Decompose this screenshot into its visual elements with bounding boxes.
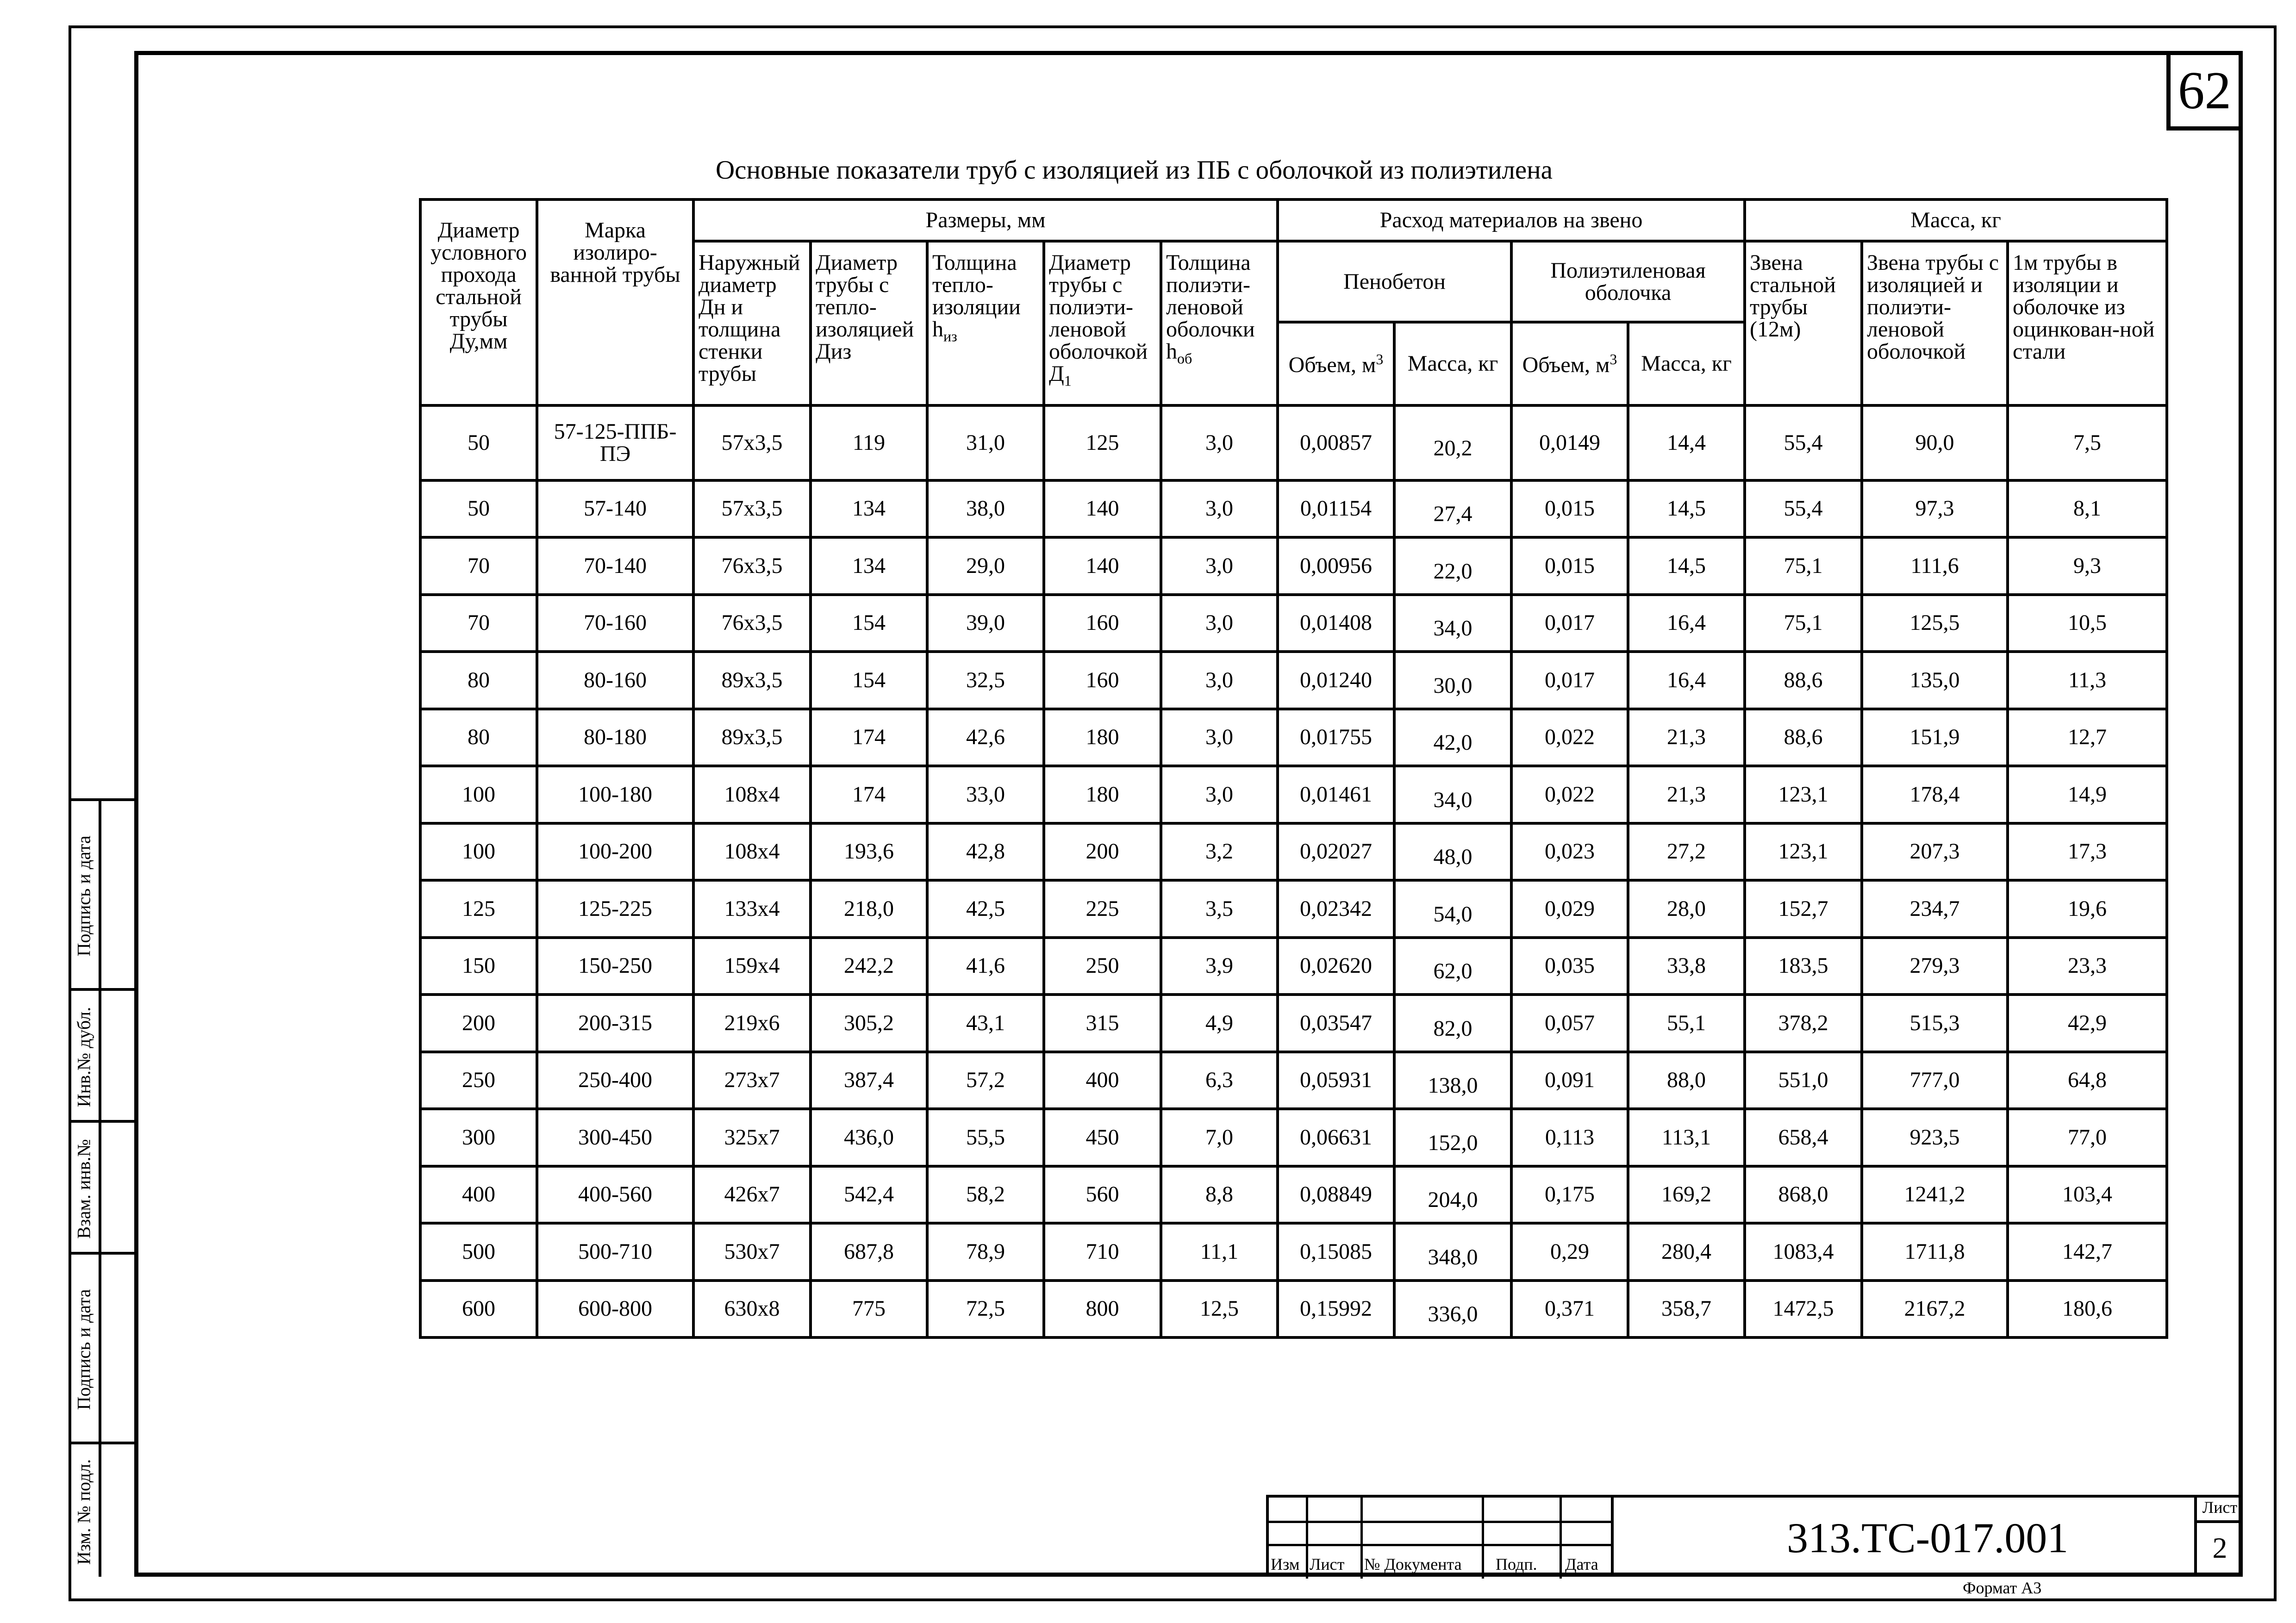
cell-foam-vol: 0,08849 [1278,1166,1394,1224]
cell-d1: 125 [1044,405,1161,480]
cell-d1: 140 [1044,537,1161,595]
cell-d1: 160 [1044,595,1161,652]
cell-d1: 710 [1044,1223,1161,1281]
cell-m-steel: 868,0 [1745,1166,1862,1224]
cell-t-ins: 31,0 [927,405,1044,480]
cell-m-1m: 7,5 [2008,405,2167,480]
cell-mark: 500-710 [537,1223,693,1281]
cell-m-pipe: 777,0 [1862,1052,2008,1109]
cell-dn: 70 [420,537,537,595]
cell-foam-mass: 48,0 [1394,823,1511,881]
cell-t-ins: 41,6 [927,938,1044,995]
table-row [420,1052,2167,1109]
cell-mark: 57-125-ППБ-ПЭ [537,405,693,480]
cell-m-pipe: 90,0 [1862,405,2008,480]
side-orig-inv: Изм. № подл. [69,1442,134,1579]
cell-t-sh: 3,0 [1161,709,1278,766]
cell-foam-vol: 0,03547 [1278,995,1394,1052]
cell-outer-d: 159х4 [693,938,811,995]
cell-foam-vol: 0,15992 [1278,1281,1394,1338]
side-dup-inv: Инв.№ дубл. [69,988,134,1123]
header-pe: Полиэтиленовая оболочка [1511,241,1745,322]
cell-d-ins: 687,8 [811,1223,927,1281]
cell-foam-vol: 0,02620 [1278,938,1394,995]
cell-t-sh: 3,2 [1161,823,1278,881]
cell-m-1m: 10,5 [2008,595,2167,652]
label-doc: № Документа [1364,1555,1462,1573]
cell-foam-mass: 22,0 [1394,537,1511,595]
header-foam-mass: Масса, кг [1394,322,1511,405]
cell-m-pipe: 178,4 [1862,766,2008,823]
header-foam: Пенобетон [1278,241,1511,322]
cell-outer-d: 76х3,5 [693,537,811,595]
cell-t-ins: 43,1 [927,995,1044,1052]
cell-foam-mass: 152,0 [1394,1109,1511,1166]
cell-t-ins: 42,6 [927,709,1044,766]
cell-pe-mass: 16,4 [1628,652,1745,709]
cell-dn: 600 [420,1281,537,1338]
cell-d-ins: 542,4 [811,1166,927,1224]
table-row [420,995,2167,1052]
cell-outer-d: 89х3,5 [693,652,811,709]
cell-m-1m: 9,3 [2008,537,2167,595]
cell-t-sh: 3,0 [1161,595,1278,652]
cell-pe-vol: 0,035 [1511,938,1628,995]
cell-m-1m: 12,7 [2008,709,2167,766]
cell-mark: 125-225 [537,880,693,938]
cell-m-1m: 8,1 [2008,480,2167,538]
cell-pe-vol: 0,017 [1511,595,1628,652]
cell-outer-d: 57х3,5 [693,480,811,538]
cell-foam-mass: 34,0 [1394,595,1511,652]
label-list: Лист [1310,1555,1345,1573]
header-sizes: Размеры, мм [693,199,1278,241]
title-block [1266,1495,2243,1576]
cell-d-ins: 134 [811,537,927,595]
table-row [420,480,2167,538]
header-materials: Расход материалов на звено [1278,199,1745,241]
cell-d-ins: 775 [811,1281,927,1338]
header-mass: Масса, кг [1745,199,2167,241]
cell-t-ins: 57,2 [927,1052,1044,1109]
sheet-box [2194,1495,2243,1576]
cell-outer-d: 219х6 [693,995,811,1052]
cell-t-sh: 8,8 [1161,1166,1278,1224]
label-date: Дата [1565,1555,1598,1573]
cell-pe-vol: 0,023 [1511,823,1628,881]
header-m-steel: Звена стальной трубы (12м) [1745,241,1862,405]
cell-m-1m: 19,6 [2008,880,2167,938]
label-sign: Подп. [1496,1555,1537,1573]
page-number: 62 [2166,51,2243,131]
table-row [420,1109,2167,1166]
cell-t-ins: 32,5 [927,652,1044,709]
cell-m-steel: 123,1 [1745,766,1862,823]
cell-dn: 200 [420,995,537,1052]
side-sign-date-1: Подпись и дата [69,798,134,991]
cell-foam-vol: 0,01154 [1278,480,1394,538]
cell-mark: 400-560 [537,1166,693,1224]
cell-pe-mass: 21,3 [1628,766,1745,823]
cell-d1: 250 [1044,938,1161,995]
cell-outer-d: 76х3,5 [693,595,811,652]
cell-m-steel: 152,7 [1745,880,1862,938]
cell-foam-mass: 204,0 [1394,1166,1511,1224]
cell-outer-d: 133х4 [693,880,811,938]
cell-pe-vol: 0,0149 [1511,405,1628,480]
cell-m-steel: 55,4 [1745,405,1862,480]
cell-foam-vol: 0,15085 [1278,1223,1394,1281]
cell-t-sh: 12,5 [1161,1281,1278,1338]
cell-outer-d: 325х7 [693,1109,811,1166]
cell-mark: 300-450 [537,1109,693,1166]
cell-outer-d: 530х7 [693,1223,811,1281]
cell-m-steel: 55,4 [1745,480,1862,538]
cell-m-1m: 42,9 [2008,995,2167,1052]
cell-dn: 300 [420,1109,537,1166]
cell-pe-vol: 0,371 [1511,1281,1628,1338]
cell-outer-d: 108х4 [693,823,811,881]
cell-dn: 150 [420,938,537,995]
cell-d1: 160 [1044,652,1161,709]
cell-d1: 450 [1044,1109,1161,1166]
cell-m-pipe: 515,3 [1862,995,2008,1052]
cell-t-sh: 3,0 [1161,480,1278,538]
cell-t-ins: 72,5 [927,1281,1044,1338]
cell-t-ins: 38,0 [927,480,1044,538]
cell-foam-mass: 54,0 [1394,880,1511,938]
cell-pe-mass: 33,8 [1628,938,1745,995]
cell-m-pipe: 111,6 [1862,537,2008,595]
cell-t-sh: 7,0 [1161,1109,1278,1166]
cell-dn: 100 [420,766,537,823]
table-row [420,1166,2167,1224]
cell-m-1m: 180,6 [2008,1281,2167,1338]
table-row [420,823,2167,881]
cell-d1: 560 [1044,1166,1161,1224]
cell-pe-mass: 113,1 [1628,1109,1745,1166]
cell-foam-vol: 0,01755 [1278,709,1394,766]
cell-mark: 80-180 [537,709,693,766]
side-sign-date-2: Подпись и дата [69,1252,134,1444]
cell-pe-vol: 0,057 [1511,995,1628,1052]
cell-dn: 400 [420,1166,537,1224]
cell-mark: 57-140 [537,480,693,538]
cell-t-sh: 3,9 [1161,938,1278,995]
header-d-ins: Диаметр трубы с тепло-изоляцией Диз [811,241,927,405]
cell-m-pipe: 923,5 [1862,1109,2008,1166]
cell-d-ins: 242,2 [811,938,927,995]
cell-m-pipe: 207,3 [1862,823,2008,881]
header-d1: Диаметр трубы с полиэти-леновой оболочкой $Д_1$ [1044,241,1161,405]
cell-t-sh: 3,5 [1161,880,1278,938]
table-row [420,880,2167,938]
cell-m-1m: 14,9 [2008,766,2167,823]
document-code: 313.ТС-017.001 [1787,1514,2069,1561]
cell-m-steel: 658,4 [1745,1109,1862,1166]
cell-d1: 400 [1044,1052,1161,1109]
cell-m-pipe: 279,3 [1862,938,2008,995]
cell-dn: 100 [420,823,537,881]
cell-foam-vol: 0,01408 [1278,595,1394,652]
cell-d-ins: 174 [811,709,927,766]
cell-m-pipe: 125,5 [1862,595,2008,652]
cell-dn: 50 [420,480,537,538]
cell-t-ins: 39,0 [927,595,1044,652]
cell-t-ins: 78,9 [927,1223,1044,1281]
cell-m-steel: 378,2 [1745,995,1862,1052]
cell-pe-mass: 28,0 [1628,880,1745,938]
revision-grid [1266,1495,1611,1576]
table-row [420,537,2167,595]
cell-pe-vol: 0,091 [1511,1052,1628,1109]
side-stamp [69,798,134,1577]
cell-outer-d: 630х8 [693,1281,811,1338]
cell-foam-mass: 138,0 [1394,1052,1511,1109]
cell-outer-d: 426х7 [693,1166,811,1224]
cell-t-ins: 29,0 [927,537,1044,595]
cell-d-ins: 305,2 [811,995,927,1052]
cell-m-steel: 551,0 [1745,1052,1862,1109]
cell-d-ins: 154 [811,652,927,709]
cell-pe-vol: 0,022 [1511,766,1628,823]
cell-m-pipe: 97,3 [1862,480,2008,538]
cell-foam-mass: 20,2 [1394,405,1511,480]
table-row [420,405,2167,480]
cell-outer-d: 57х3,5 [693,405,811,480]
cell-foam-mass: 34,0 [1394,766,1511,823]
cell-dn: 70 [420,595,537,652]
table-row [420,1223,2167,1281]
cell-pe-mass: 16,4 [1628,595,1745,652]
cell-mark: 600-800 [537,1281,693,1338]
side-repl-inv: Взам. инв.№ [69,1120,134,1255]
cell-pe-vol: 0,175 [1511,1166,1628,1224]
cell-dn: 125 [420,880,537,938]
cell-foam-mass: 62,0 [1394,938,1511,995]
cell-d1: 200 [1044,823,1161,881]
pipe-specs-table [419,198,2168,1339]
cell-outer-d: 108х4 [693,766,811,823]
cell-foam-mass: 348,0 [1394,1223,1511,1281]
cell-pe-vol: 0,017 [1511,652,1628,709]
table-row [420,1281,2167,1338]
cell-d1: 315 [1044,995,1161,1052]
cell-m-steel: 75,1 [1745,595,1862,652]
cell-d1: 140 [1044,480,1161,538]
cell-pe-vol: 0,29 [1511,1223,1628,1281]
cell-t-ins: 58,2 [927,1166,1044,1224]
header-m-pipe: Звена трубы с изоляцией и полиэти-леновой оболочкой [1862,241,2008,405]
cell-d1: 800 [1044,1281,1161,1338]
cell-mark: 100-200 [537,823,693,881]
cell-m-1m: 142,7 [2008,1223,2167,1281]
cell-m-1m: 103,4 [2008,1166,2167,1224]
cell-m-1m: 64,8 [2008,1052,2167,1109]
cell-pe-mass: 14,5 [1628,537,1745,595]
header-foam-vol: Объем, $м^3$ [1278,322,1394,405]
cell-foam-vol: 0,02027 [1278,823,1394,881]
header-t-sh: Толщина полиэти-леновой оболочки $h_{об}$ [1161,241,1278,405]
cell-outer-d: 89х3,5 [693,709,811,766]
cell-m-pipe: 1241,2 [1862,1166,2008,1224]
cell-foam-mass: 336,0 [1394,1281,1511,1338]
header-m-1m: 1м трубы в изоляции и оболочке из оцинкован-ной стали [2008,241,2167,405]
cell-mark: 70-140 [537,537,693,595]
cell-t-sh: 3,0 [1161,537,1278,595]
cell-d-ins: 193,6 [811,823,927,881]
cell-t-ins: 42,8 [927,823,1044,881]
cell-dn: 500 [420,1223,537,1281]
cell-mark: 150-250 [537,938,693,995]
header-outer-d: Наружный диаметр Дн и толщина стенки трубы [693,241,811,405]
cell-m-pipe: 1711,8 [1862,1223,2008,1281]
cell-dn: 50 [420,405,537,480]
cell-foam-mass: 30,0 [1394,652,1511,709]
cell-pe-mass: 14,4 [1628,405,1745,480]
cell-m-1m: 23,3 [2008,938,2167,995]
cell-pe-vol: 0,022 [1511,709,1628,766]
cell-t-sh: 11,1 [1161,1223,1278,1281]
cell-mark: 200-315 [537,995,693,1052]
table-row [420,938,2167,995]
cell-m-steel: 1083,4 [1745,1223,1862,1281]
cell-d-ins: 154 [811,595,927,652]
cell-t-sh: 6,3 [1161,1052,1278,1109]
cell-t-sh: 3,0 [1161,405,1278,480]
cell-d-ins: 119 [811,405,927,480]
header-mark: Марка изолиро-ванной трубы [537,199,693,405]
cell-t-sh: 3,0 [1161,652,1278,709]
sheet-label: Лист [2197,1495,2243,1523]
header-pe-mass: Масса, кг [1628,322,1745,405]
header-dn: Диаметр условного прохода стальной трубы Ду,мм [420,199,537,405]
cell-pe-mass: 169,2 [1628,1166,1745,1224]
cell-foam-vol: 0,06631 [1278,1109,1394,1166]
cell-m-pipe: 234,7 [1862,880,2008,938]
cell-m-steel: 88,6 [1745,709,1862,766]
cell-pe-vol: 0,113 [1511,1109,1628,1166]
header-pe-vol: Объем, $м^3$ [1511,322,1628,405]
cell-d-ins: 218,0 [811,880,927,938]
cell-pe-vol: 0,015 [1511,537,1628,595]
cell-t-ins: 33,0 [927,766,1044,823]
cell-foam-vol: 0,00956 [1278,537,1394,595]
table-row [420,709,2167,766]
header-t-ins: Толщина тепло-изоляции $h_{из}$ [927,241,1044,405]
cell-t-ins: 42,5 [927,880,1044,938]
cell-pe-mass: 55,1 [1628,995,1745,1052]
cell-t-ins: 55,5 [927,1109,1044,1166]
cell-m-steel: 183,5 [1745,938,1862,995]
cell-foam-mass: 27,4 [1394,480,1511,538]
cell-outer-d: 273х7 [693,1052,811,1109]
table-row [420,595,2167,652]
cell-m-steel: 88,6 [1745,652,1862,709]
cell-mark: 80-160 [537,652,693,709]
cell-foam-vol: 0,05931 [1278,1052,1394,1109]
cell-d-ins: 387,4 [811,1052,927,1109]
cell-pe-mass: 358,7 [1628,1281,1745,1338]
cell-foam-vol: 0,00857 [1278,405,1394,480]
sheet-number: 2 [2212,1531,2227,1564]
cell-m-pipe: 2167,2 [1862,1281,2008,1338]
table-row [420,652,2167,709]
cell-m-steel: 75,1 [1745,537,1862,595]
cell-m-1m: 17,3 [2008,823,2167,881]
cell-d-ins: 134 [811,480,927,538]
cell-d-ins: 436,0 [811,1109,927,1166]
cell-mark: 70-160 [537,595,693,652]
cell-foam-vol: 0,01240 [1278,652,1394,709]
table-title: Основные показатели труб с изоляцией из ПБ с оболочкой из полиэтилена [716,155,1553,185]
cell-pe-mass: 27,2 [1628,823,1745,881]
cell-pe-vol: 0,029 [1511,880,1628,938]
cell-m-pipe: 151,9 [1862,709,2008,766]
cell-t-sh: 4,9 [1161,995,1278,1052]
cell-pe-mass: 14,5 [1628,480,1745,538]
label-izm: Изм [1271,1555,1300,1573]
cell-pe-mass: 280,4 [1628,1223,1745,1281]
cell-foam-vol: 0,02342 [1278,880,1394,938]
cell-foam-vol: 0,01461 [1278,766,1394,823]
cell-pe-mass: 88,0 [1628,1052,1745,1109]
table-row [420,766,2167,823]
cell-m-steel: 1472,5 [1745,1281,1862,1338]
cell-d1: 180 [1044,709,1161,766]
cell-t-sh: 3,0 [1161,766,1278,823]
cell-dn: 80 [420,709,537,766]
cell-m-pipe: 135,0 [1862,652,2008,709]
cell-mark: 250-400 [537,1052,693,1109]
cell-dn: 80 [420,652,537,709]
cell-d-ins: 174 [811,766,927,823]
cell-dn: 250 [420,1052,537,1109]
cell-pe-mass: 21,3 [1628,709,1745,766]
cell-m-steel: 123,1 [1745,823,1862,881]
format-label: Формат А3 [1963,1579,2042,1597]
cell-m-1m: 11,3 [2008,652,2167,709]
cell-pe-vol: 0,015 [1511,480,1628,538]
cell-foam-mass: 42,0 [1394,709,1511,766]
cell-mark: 100-180 [537,766,693,823]
cell-m-1m: 77,0 [2008,1109,2167,1166]
cell-d1: 225 [1044,880,1161,938]
cell-foam-mass: 82,0 [1394,995,1511,1052]
cell-d1: 180 [1044,766,1161,823]
